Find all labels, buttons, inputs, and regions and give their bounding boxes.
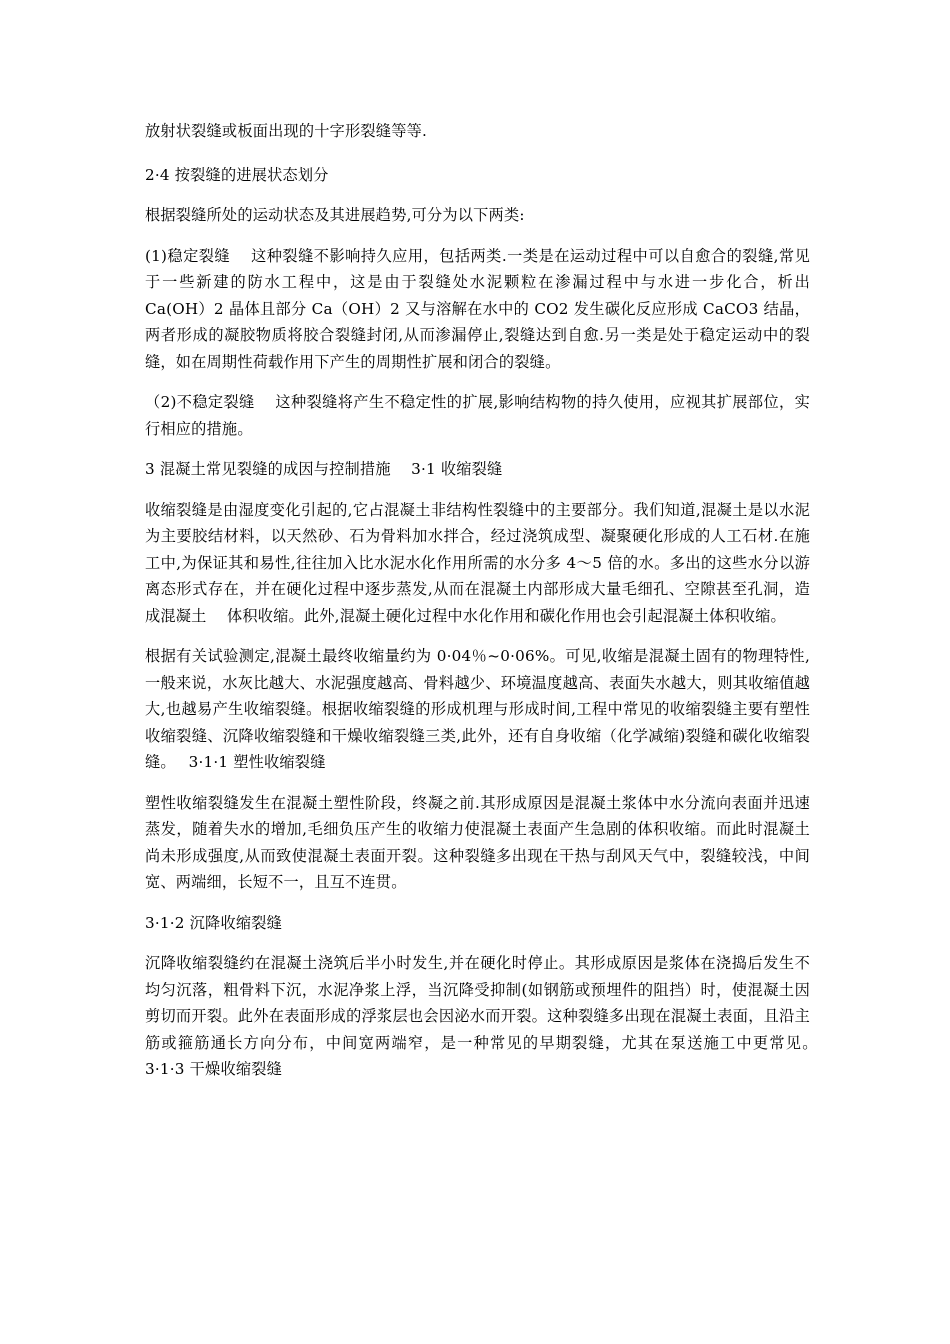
paragraph-stable-cracks: (1)稳定裂缝 这种裂缝不影响持久应用，包括两类.一类是在运动过程中可以自愈合的裂缝,常见于一些新建的防水工程中，这是由于裂缝处水泥颗粒在渗漏过程中与水进一步化合，析出 Ca(OH）2 晶体且部分 Ca（OH）2 又与溶解在水中的 CO2 发生碳化反应形成 CaCO3 结晶，两者形成的凝胶物质将胶合裂缝封闭,从而渗漏停止,裂缝达到自愈.另一类是处于稳定运动中的裂缝，如在周期性荷载作用下产生的周期性扩展和闭合的裂缝。: [145, 246, 810, 371]
paragraph-plastic-shrinkage: 塑性收缩裂缝发生在混凝土塑性阶段，终凝之前.其形成原因是混凝土浆体中水分流向表面并迅速蒸发，随着失水的增加,毛细负压产生的收缩力使混凝土表面产生急剧的体积收缩。而此时混凝土尚未形成强度,从而致使混凝土表面开裂。这种裂缝多出现在干热与刮风天气中，裂缝较浅，中间宽、两端细，长短不一，且互不连贯。: [145, 793, 810, 891]
document-page: [145, 118, 831, 1097]
paragraph-unstable-cracks: （2)不稳定裂缝 这种裂缝将产生不稳定性的扩展,影响结构物的持久使用，应视其扩展部位，实行相应的措施。: [145, 393, 810, 438]
paragraph-shrinkage-cracks: 收缩裂缝是由湿度变化引起的,它占混凝土非结构性裂缝中的主要部分。我们知道,混凝土是以水泥为主要胶结材料，以天然砂、石为骨料加水拌合，经过浇筑成型、凝聚硬化形成的人工石材.在施工中,为保证其和易性,往往加入比水泥水化作用所需的水分多 4～5 倍的水。多出的这些水分以游离态形式存在，并在硬化过程中逐步蒸发,从而在混凝土内部形成大量毛细孔、空隙甚至孔洞，造成混凝土 体积收缩。此外,混凝土硬化过程中水化作用和碳化作用也会引起混凝土体积收缩。: [145, 500, 810, 625]
paragraph-settlement-shrinkage: 沉降收缩裂缝约在混凝土浇筑后半小时发生,并在硬化时停止。其形成原因是浆体在浇捣后发生不均匀沉落，粗骨料下沉，水泥净浆上浮，当沉降受抑制(如钢筋或预埋件的阻挡）时，使混凝土因剪切而开裂。此外在表面形成的浮浆层也会因泌水而开裂。这种裂缝多出现在混凝土表面，且沿主筋或箍筋通长方向分布，中间宽两端窄，是一种常见的早期裂缝，尤其在泵送施工中更常见。 3·1·3 干燥收缩裂缝: [145, 954, 831, 1078]
paragraph-shrinkage-measurement: 根据有关试验测定,混凝土最终收缩量约为 0·04％~0·06%。可见,收缩是混凝土固有的物理特性,一般来说，水灰比越大、水泥强度越高、骨料越少、环境温度越高、表面失水越大，则其收缩值越大,也越易产生收缩裂缝。根据收缩裂缝的形成机理与形成时间,工程中常见的收缩裂缝主要有塑性收缩裂缝、沉降收缩裂缝和干燥收缩裂缝三类,此外，还有自身收缩（化学减缩)裂缝和碳化收缩裂缝。 3·1·1 塑性收缩裂缝: [145, 647, 810, 771]
heading-3-1-2: 3·1·2 沉降收缩裂缝: [145, 913, 282, 932]
paragraph-classification-intro: 根据裂缝所处的运动状态及其进展趋势,可分为以下两类:: [145, 206, 525, 224]
heading-3-1: 3 混凝土常见裂缝的成因与控制措施 3·1 收缩裂缝: [145, 460, 503, 478]
heading-2-4: 2·4 按裂缝的进展状态划分: [145, 165, 329, 184]
paragraph-radial-cracks: 放射状裂缝或板面出现的十字形裂缝等等.: [145, 122, 428, 140]
